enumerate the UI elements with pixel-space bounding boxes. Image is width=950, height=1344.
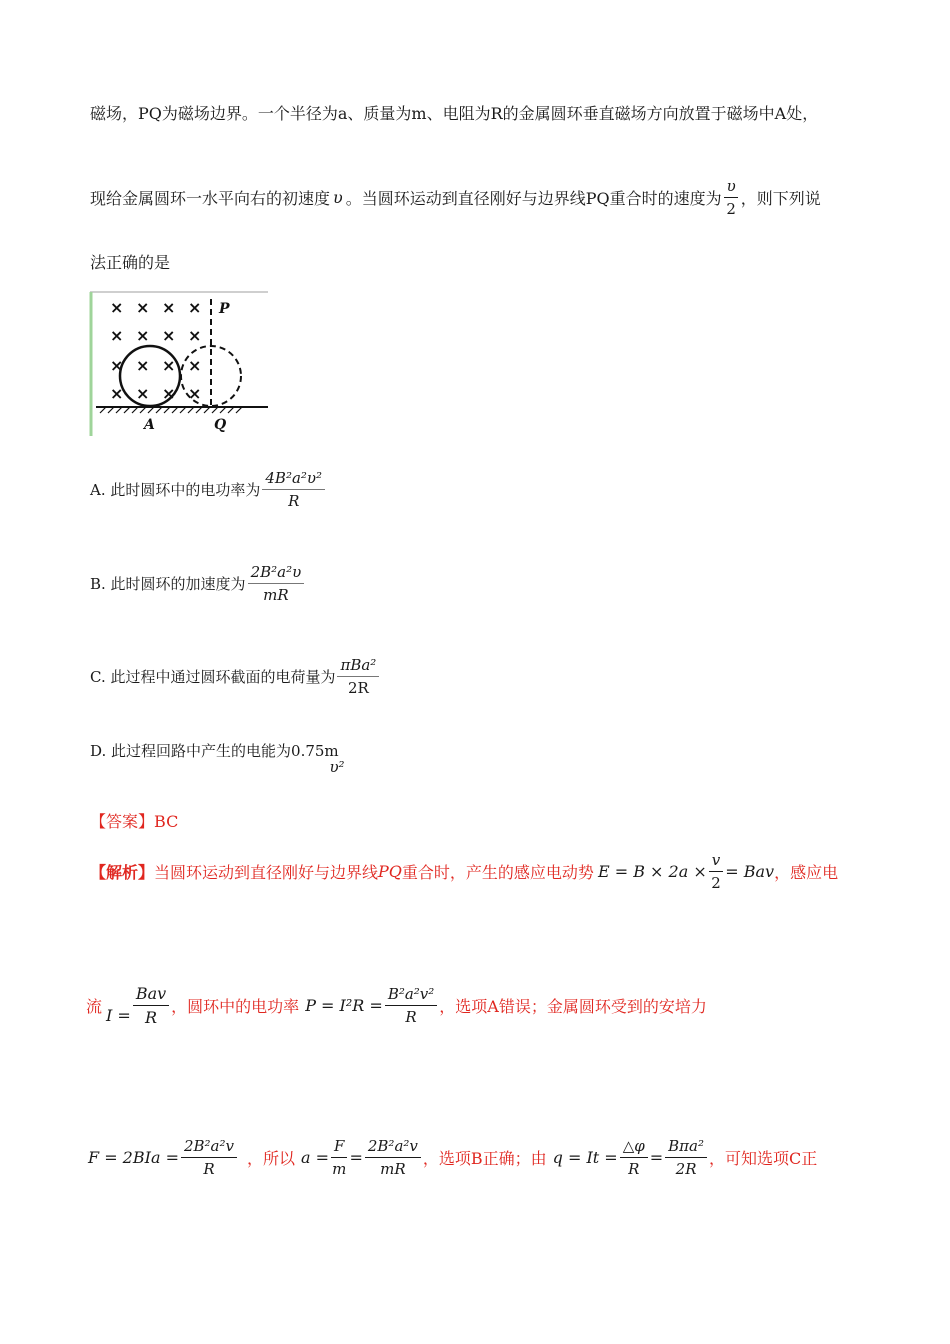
cross-mark: × [110,326,124,345]
force-fraction-denominator: R [203,1159,215,1178]
option-a-numerator: 4B²a²υ² [262,470,325,490]
cross-mark: × [162,326,176,345]
fraction-numerator: υ [726,177,736,195]
charge-fraction-1 [620,1138,648,1177]
analysis-text-3b: ，选项B正确；由 [422,1149,547,1168]
acceleration-expression-left: a = [301,1148,330,1167]
half-velocity-fraction [724,178,739,217]
option-c-fraction [337,657,379,696]
option-a-denominator: R [288,491,300,510]
charge-fraction-2-denominator: 2R [675,1159,697,1178]
acceleration-fraction-1 [331,1138,347,1177]
emf-expression-right: = Bav [725,862,775,881]
acceleration-fraction-1-denominator: m [332,1159,347,1178]
power-expression-left: P = I²R = [305,996,383,1016]
current-fraction [133,985,169,1026]
cross-mark: × [136,384,150,403]
option-d-label: D. 此过程回路中产生的电能为0.75m [90,742,339,760]
acceleration-fraction-2 [365,1138,421,1177]
power-fraction-numerator: B²a²v² [385,986,437,1006]
acceleration-equals: = [349,1148,363,1167]
cross-mark: × [136,298,150,317]
emf-fraction-numerator: v [709,852,723,872]
option-c-numerator: πBa² [337,657,379,677]
acceleration-fraction-2-denominator: mR [380,1159,406,1178]
diagram-svg [88,291,270,436]
question-text-2b: 。当圆环运动到直径刚好与边界线PQ重合时的速度为 [345,189,722,208]
cross-mark: × [110,384,124,403]
label-q: Q [214,417,227,433]
velocity-symbol: υ [333,188,343,207]
option-b-fraction [248,564,305,603]
charge-equals: = [649,1148,664,1167]
cross-mark: × [162,384,176,403]
option-b-denominator: mR [263,585,289,604]
option-b-label: B. 此时圆环的加速度为 [90,575,246,593]
question-text-1: 磁场，PQ为磁场边界。一个半径为a、质量为m、电阻为R的金属圆环垂直磁场方向放置于磁场中A处， [90,104,819,123]
acceleration-fraction-1-numerator: F [331,1138,347,1158]
current-fraction-numerator: Bav [133,985,169,1006]
metal-ring-dashed [181,346,241,406]
question-text-2a: 现给金属圆环一水平向右的初速度 [90,189,331,208]
charge-expression-left: q = It = [552,1148,618,1167]
question-line-2 [90,178,821,217]
cross-mark: × [188,356,202,375]
analysis-tag: 【解析】 [90,863,155,882]
label-a: A [144,417,155,433]
charge-fraction-1-denominator: R [628,1159,640,1178]
analysis-text-2c: ，选项A错误；金属圆环受到的安培力 [439,997,707,1017]
current-fraction-denominator: R [144,1007,158,1027]
option-a-label: A. 此时圆环中的电功率为 [90,481,261,499]
metal-ring-solid [120,346,180,406]
option-d [90,740,359,776]
question-line-1 [90,101,818,124]
cross-mark: × [110,356,124,375]
cross-mark: × [136,356,150,375]
option-b [90,564,306,603]
label-p: P [219,301,230,317]
magnetic-field-diagram [88,291,270,436]
analysis-text-3a: ，所以 [246,1149,295,1168]
option-d-velocity-squared: υ² [329,758,345,776]
cross-mark: × [162,298,176,317]
power-fraction-denominator: R [405,1007,417,1026]
force-fraction-numerator: 2B²a²v [181,1138,237,1158]
option-c-denominator: 2R [347,678,369,697]
acceleration-fraction-2-numerator: 2B²a²v [365,1138,421,1158]
analysis-text-2b: ，圆环中的电功率 [171,997,300,1017]
option-b-numerator: 2B²a²υ [248,564,305,584]
analysis-pq: PQ [378,862,402,881]
question-text-3: 法正确的是 [90,253,171,272]
force-fraction [181,1138,237,1177]
option-a [90,470,327,509]
emf-fraction [709,852,723,891]
current-expression-left: I = [106,1006,131,1026]
answer-line [90,809,178,832]
analysis-text-1a: 当圆环运动到直径刚好与边界线 [154,863,379,882]
option-c-label: C. 此过程中通过圆环截面的电荷量为 [90,668,336,686]
analysis-line-3 [88,1138,817,1177]
question-line-3 [90,250,170,273]
power-fraction [385,986,437,1025]
question-text-2c: ，则下列说 [740,189,821,208]
cross-mark: × [136,326,150,345]
field-crosses [110,298,201,403]
analysis-line-2 [86,985,707,1026]
charge-fraction-2 [665,1138,707,1177]
option-a-fraction [262,470,325,509]
analysis-text-3c: ，可知选项C正 [709,1149,818,1168]
answer-tag: 【答案】 [90,812,155,831]
analysis-text-2a: 流 [86,997,103,1017]
cross-mark: × [188,384,202,403]
cross-mark: × [110,298,124,317]
analysis-text-1b: 重合时，产生的感应电动势 [401,863,594,882]
option-c [90,657,381,696]
charge-fraction-1-numerator: △φ [620,1138,648,1158]
analysis-text-1c: ，感应电 [774,863,839,882]
charge-fraction-2-numerator: Bπa² [665,1138,707,1158]
emf-expression-left: E = B × 2a × [597,862,707,881]
force-expression-left: F = 2BIa = [88,1148,179,1167]
cross-mark: × [162,356,176,375]
answer-value: BC [154,812,179,831]
analysis-line-1 [90,852,838,891]
cross-mark: × [188,298,202,317]
cross-mark: × [188,326,202,345]
fraction-denominator: 2 [726,199,736,218]
emf-fraction-denominator: 2 [711,873,721,892]
